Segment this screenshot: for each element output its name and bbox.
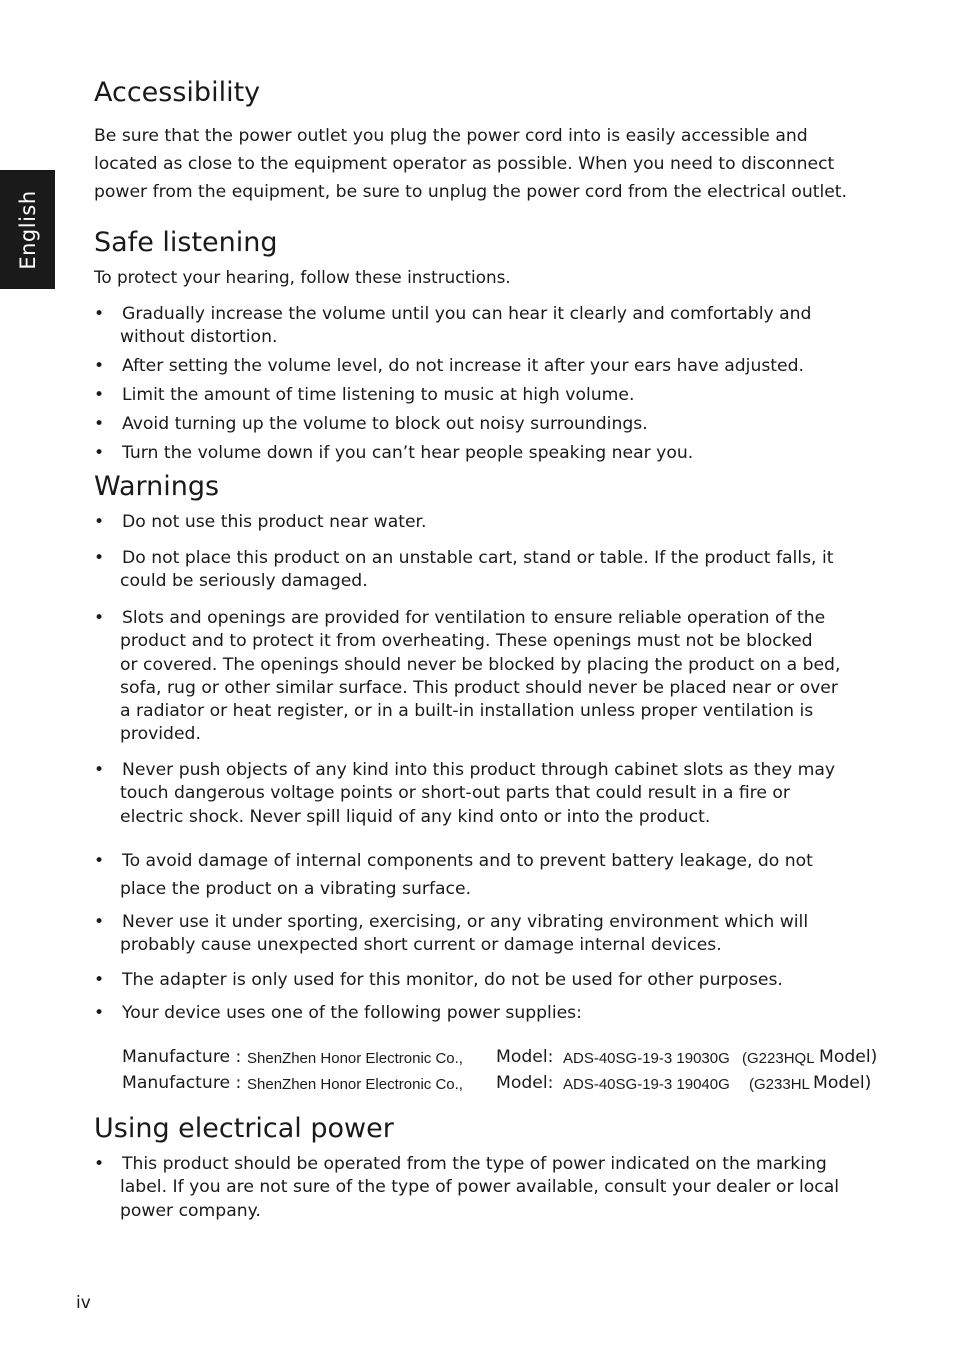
bullet-dot: •: [94, 1003, 105, 1023]
list-item-line: The adapter is only used for this monitor, do not be used for other purposes.: [122, 970, 783, 990]
list-item-line: To avoid damage of internal components and to prevent battery leakage, do not: [122, 851, 813, 871]
list-item-line: Your device uses one of the following power supplies:: [122, 1003, 582, 1023]
language-tab-label: English: [15, 189, 40, 270]
section-title-accessibility: Accessibility: [94, 77, 261, 108]
accessibility-paragraph: [94, 122, 847, 206]
paragraph-line: Be sure that the power outlet you plug the power cord into is easily accessible and: [94, 126, 808, 146]
list-item-line: label. If you are not sure of the type of power available, consult your dealer or local: [120, 1177, 840, 1198]
bullet-dot: •: [94, 385, 105, 405]
bullet-dot: •: [94, 760, 105, 780]
bullet-dot: •: [94, 1154, 105, 1174]
paragraph-line: power from the equipment, be sure to unplug the power cord from the electrical outlet.: [94, 182, 848, 202]
list-item-line: could be seriously damaged.: [120, 571, 368, 592]
list-item-line: Never use it under sporting, exercising, or any vibrating environment which will: [122, 912, 809, 932]
bullet-dot: •: [94, 304, 105, 324]
bullet-dot: •: [94, 356, 105, 376]
model-variant: (G233HL: [749, 1076, 810, 1093]
section-title-electrical-power: Using electrical power: [94, 1113, 394, 1144]
bullet-dot: •: [94, 912, 105, 932]
list-item-line: Gradually increase the volume until you can hear it clearly and comfortably and: [122, 304, 812, 324]
model-variant: (G223HQL: [742, 1050, 815, 1067]
list-item-line: After setting the volume level, do not increase it after your ears have adjusted.: [122, 356, 804, 376]
list-item-line: Limit the amount of time listening to music at high volume.: [122, 385, 635, 405]
list-item-line: Slots and openings are provided for ventilation to ensure reliable operation of the: [122, 608, 826, 628]
paragraph-line: located as close to the equipment operator as possible. When you need to disconnect: [94, 154, 835, 174]
list-item-line: provided.: [120, 724, 201, 745]
list-item-line: touch dangerous voltage points or short-out parts that could result in a fire or: [120, 783, 790, 804]
list-item-line: sofa, rug or other similar surface. This product should never be placed near or over: [120, 677, 838, 698]
list-item-line: Turn the volume down if you can’t hear people speaking near you.: [122, 443, 694, 463]
model-number: ADS-40SG-19-3 19030G: [563, 1050, 730, 1067]
list-item-line: Never push objects of any kind into this product through cabinet slots as they may: [122, 760, 836, 780]
bullet-dot: •: [94, 414, 105, 434]
list-item-line: product and to protect it from overheating. These openings must not be blocked: [120, 631, 813, 652]
model-number: ADS-40SG-19-3 19040G: [563, 1076, 730, 1093]
manufacture-label: Manufacture :: [122, 1047, 242, 1067]
list-item-line: Avoid turning up the volume to block out noisy surroundings.: [122, 414, 648, 434]
list-item-line: without distortion.: [120, 327, 278, 348]
list-item-line: or covered. The openings should never be blocked by placing the product on a bed,: [120, 654, 841, 675]
list-item-line: power company.: [120, 1200, 261, 1221]
list-item-line: Do not place this product on an unstable cart, stand or table. If the product falls, it: [122, 548, 834, 568]
bullet-dot: •: [94, 851, 105, 871]
manufacturer-name: ShenZhen Honor Electronic Co.,: [247, 1050, 463, 1067]
manufacture-label: Manufacture :: [122, 1073, 242, 1093]
safe-listening-intro: To protect your hearing, follow these instructions.: [94, 267, 511, 287]
bullet-dot: •: [94, 548, 105, 568]
model-suffix: Model): [813, 1073, 872, 1093]
page-number: iv: [76, 1293, 91, 1313]
bullet-dot: •: [94, 512, 105, 532]
model-label: Model:: [496, 1047, 554, 1067]
section-title-warnings: Warnings: [94, 471, 220, 502]
model-label: Model:: [496, 1073, 554, 1093]
bullet-dot: •: [94, 443, 105, 463]
list-item-line: Do not use this product near water.: [122, 512, 427, 532]
list-item-line: This product should be operated from the type of power indicated on the marking: [122, 1154, 827, 1174]
list-item-line: electric shock. Never spill liquid of any kind onto or into the product.: [120, 806, 711, 827]
language-tab: [0, 170, 55, 289]
list-item-line: a radiator or heat register, or in a built-in installation unless proper ventilation is: [120, 701, 814, 722]
model-suffix: Model): [819, 1047, 878, 1067]
manufacturer-name: ShenZhen Honor Electronic Co.,: [247, 1076, 463, 1093]
bullet-dot: •: [94, 970, 105, 990]
list-item-line: place the product on a vibrating surface.: [120, 879, 472, 899]
bullet-dot: •: [94, 608, 105, 628]
section-title-safe-listening: Safe listening: [94, 227, 278, 258]
list-item-line: probably cause unexpected short current or damage internal devices.: [120, 935, 722, 956]
